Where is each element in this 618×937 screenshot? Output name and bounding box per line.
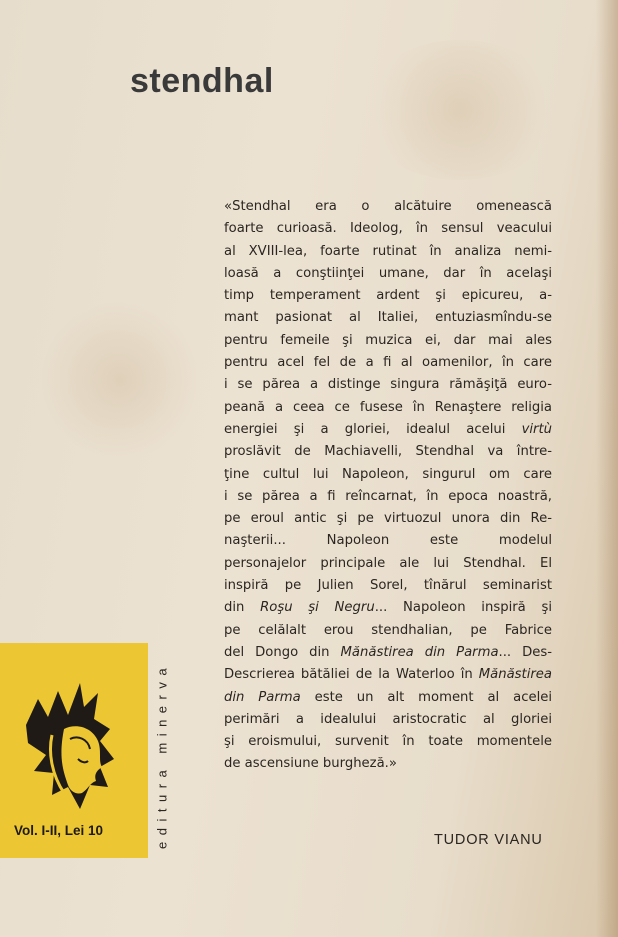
quote-line: de ascensiune burgheză.» — [224, 756, 397, 772]
quote-line: pentru femeile şi muzica ei, dar mai ales — [224, 332, 552, 348]
quote-fragment: din — [224, 600, 261, 616]
quote-line — [224, 419, 552, 441]
quote-line: pentru acel fel de a fi al oamenilor, în care — [224, 355, 552, 371]
quote-fragment: unora din — [451, 511, 521, 527]
paper-stain — [40, 300, 200, 460]
quote-line — [224, 687, 552, 709]
quote-line: inspiră pe Julien Sorel, tînărul seminarist — [224, 578, 552, 594]
quote-italic: virtù — [521, 421, 552, 437]
quote-line: i se părea a distinge singura rămăşiţă euro- — [224, 377, 552, 393]
quote-line: şi eroismului, survenit în toate momentele — [224, 734, 552, 750]
quote-line: perimări a idealului aristocratic al gloriei — [224, 711, 552, 727]
quote-line — [224, 642, 552, 664]
minerva-logo-icon — [18, 663, 138, 823]
quote-line — [224, 508, 552, 530]
quote-fragment: del Dongo din — [224, 644, 341, 660]
publisher-block — [0, 643, 148, 858]
quote-line: mant pasionat al Italiei, entuziasmîndu-se — [224, 310, 552, 326]
book-title: stendhal — [130, 62, 274, 100]
quote-line: peană a ceea ce fusese în Renaştere religia — [224, 399, 552, 415]
quote-line: naşterii... Napoleon este modelul — [224, 533, 552, 549]
quote-line: «Stendhal era o alcătuire omenească — [224, 199, 552, 214]
paper-stain — [360, 40, 560, 180]
quote-line: al XVIII-lea, foarte rutinat în analiza nemi- — [224, 243, 552, 259]
quote-line: foarte curioasă. Ideolog, în sensul veacului — [224, 221, 552, 237]
quote-fragment: ... Des- — [498, 644, 552, 660]
quote-line — [224, 664, 552, 686]
page-edge-shadow — [596, 0, 618, 937]
quote-line: personajelor principale ale lui Stendhal. El — [224, 555, 552, 571]
quote-line: loasă a conştiinţei umane, dar în acelaşi — [224, 265, 552, 281]
quote-line: pe celălalt erou stendhalian, pe Fabrice — [224, 622, 552, 638]
quote-fragment: este un alt moment al acelei — [300, 689, 553, 705]
quote-line: timp temperament ardent şi epicureu, a- — [224, 288, 552, 304]
quote-italic: din Parma — [224, 689, 301, 705]
publisher-name: editura minerva — [154, 661, 170, 849]
quote-fragment: Re- — [530, 511, 552, 527]
quote-fragment: energiei şi a gloriei, idealul acelui — [224, 421, 522, 437]
quote-italic: Mănăstirea — [478, 667, 552, 683]
quote-line — [224, 597, 552, 619]
quote-italic: Mănăstirea din Parma — [340, 644, 499, 660]
quote-text — [224, 196, 552, 776]
quote-line: i se părea a fi reîncarnat, în epoca noastră, — [224, 488, 552, 504]
quote-fragment: ... Napoleon inspiră şi — [374, 600, 552, 616]
quote-fragment: pe eroul antic şi pe virtuozul — [224, 511, 452, 527]
quote-line: proslăvit de Machiavelli, Stendhal va între- — [224, 444, 552, 460]
volume-price: Vol. I-II, Lei 10 — [14, 823, 104, 838]
quote-italic: Roşu şi Negru — [260, 600, 375, 616]
quote-author: TUDOR VIANU — [434, 832, 543, 848]
quote-line: ţine cultul lui Napoleon, singurul om care — [224, 466, 552, 482]
quote-fragment: Descrierea bătăliei de la Waterloo în — [224, 667, 479, 683]
